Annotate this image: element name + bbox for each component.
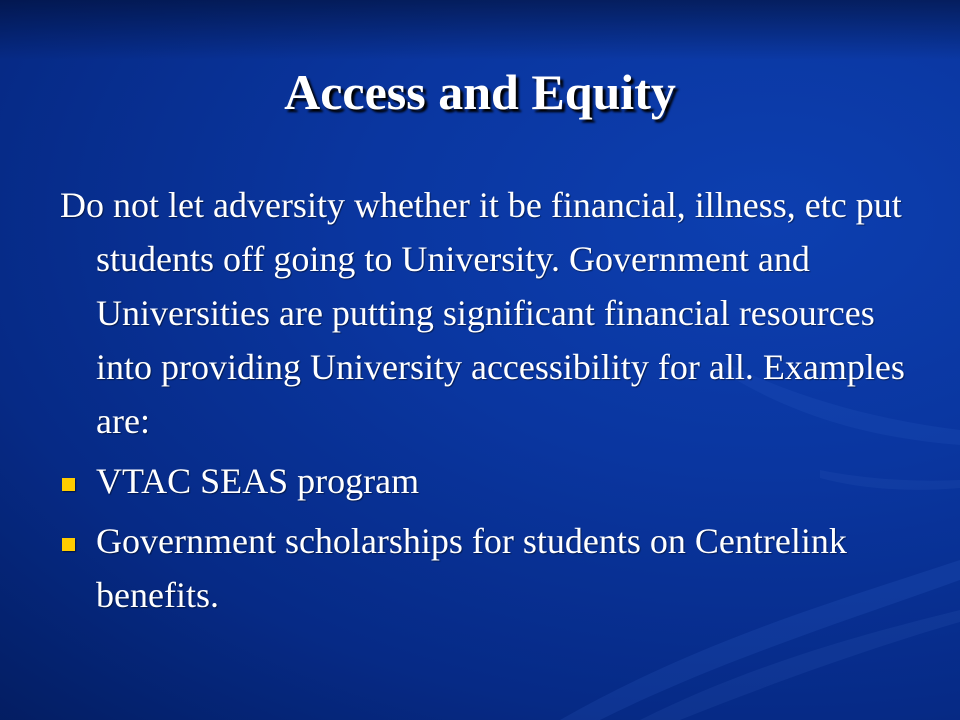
intro-paragraph: Do not let adversity whether it be financial, illness, etc put students off going to University. Government and Universities are putting significant financial resources into providing University accessibility for all. Examples are: <box>60 185 905 441</box>
bullet-item <box>60 514 920 622</box>
slide-title: Access and Equity <box>284 64 676 120</box>
bullet-text: Government scholarships for students on Centrelink benefits. <box>96 521 847 615</box>
bullet-square-icon <box>62 478 75 491</box>
bullet-text: VTAC SEAS program <box>96 461 420 501</box>
bullet-item <box>60 454 920 508</box>
bullet-square-icon <box>62 538 75 551</box>
slide-body <box>60 178 920 622</box>
